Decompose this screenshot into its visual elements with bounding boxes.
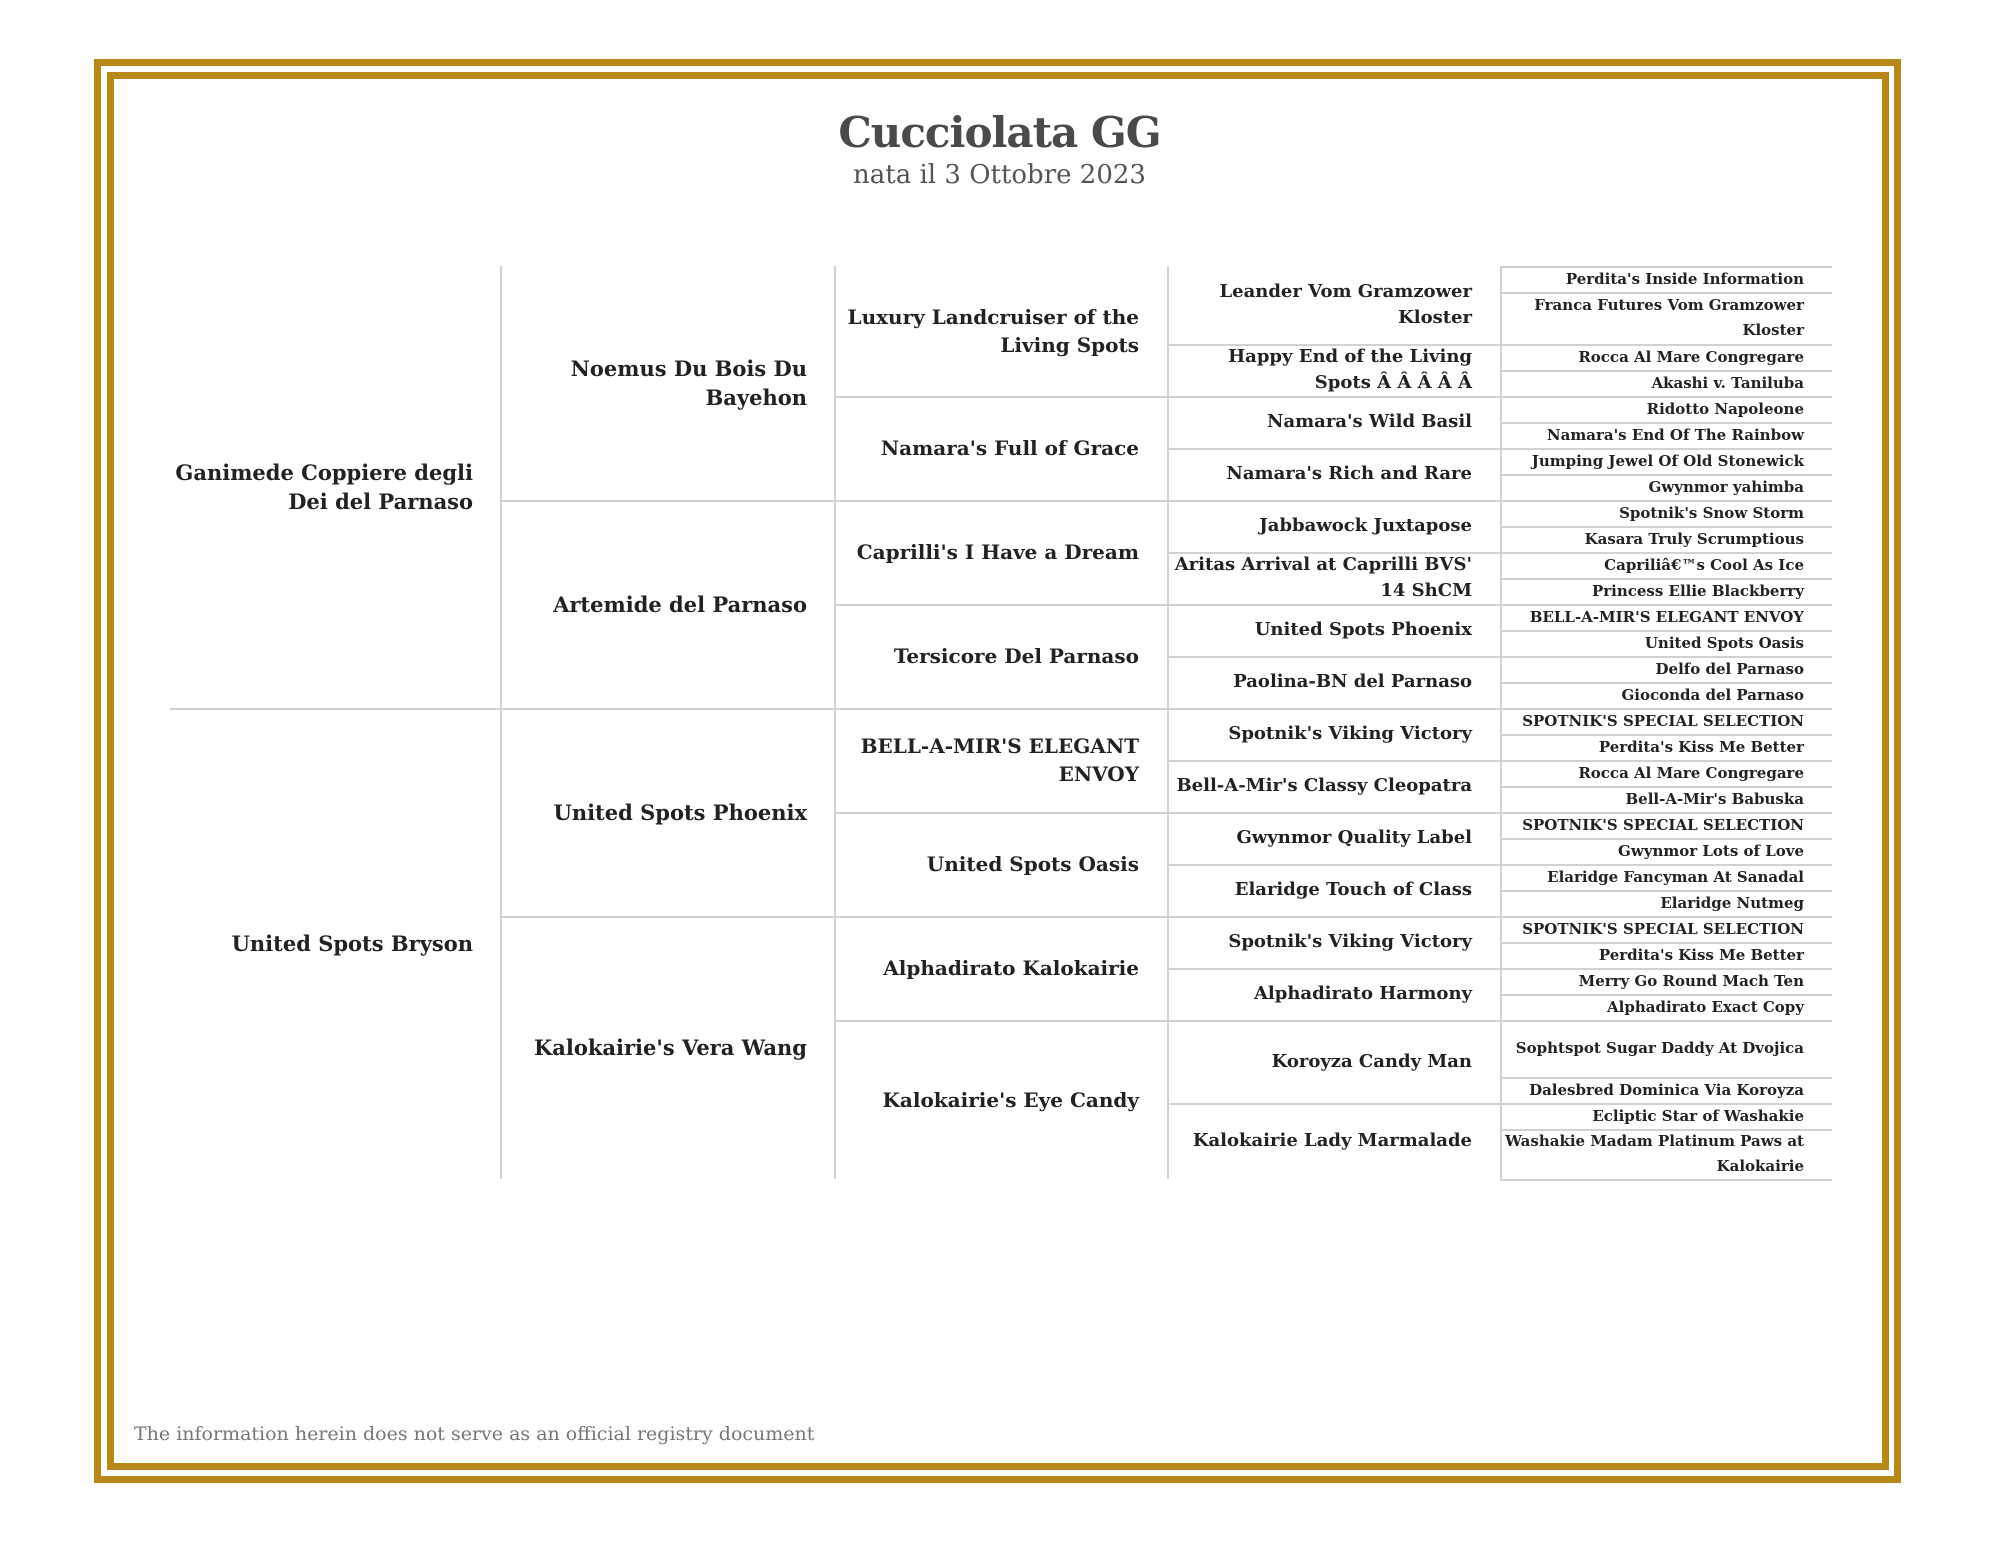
ancestor-name: Artemide del Parnaso [553, 591, 807, 617]
ancestor-gen3 [834, 604, 1167, 708]
ancestor-gen3 [834, 396, 1167, 500]
ancestor-gen4 [1167, 1020, 1500, 1103]
ancestor-name: Alphadirato Kalokairie [883, 956, 1139, 980]
ancestor-gen5 [1500, 656, 1832, 682]
ancestor-gen4 [1167, 1103, 1500, 1179]
ancestor-name: Ecliptic Star of Washakie [1592, 1106, 1804, 1125]
ancestor-gen3 [834, 812, 1167, 916]
ancestor-gen5 [1500, 812, 1832, 838]
ancestor-gen3 [834, 500, 1167, 604]
ancestor-name: Bell-A-Mir's Babuska [1625, 789, 1804, 808]
ancestor-name: Perdita's Kiss Me Better [1598, 737, 1804, 756]
ancestor-name: Sophtspot Sugar Daddy At Dvojica [1515, 1039, 1804, 1057]
ancestor-name: Delfo del Parnaso [1655, 659, 1804, 678]
ancestor-name: Luxury Landcruiser of the Living Spots [847, 305, 1139, 357]
ancestor-gen5 [1500, 266, 1832, 292]
ancestor-name: Washakie Madam Platinum Paws at Kalokairie [1505, 1132, 1804, 1175]
ancestor-name: Gioconda del Parnaso [1621, 685, 1804, 704]
ancestor-name: Ganimede Coppiere degli Dei del Parnaso [175, 460, 473, 514]
ancestor-gen4 [1167, 968, 1500, 1020]
ancestor-name: Namara's End Of The Rainbow [1546, 425, 1804, 444]
ancestor-name: Namara's Rich and Rare [1226, 463, 1472, 484]
ancestor-name: Kalokairie Lady Marmalade [1192, 1130, 1472, 1151]
ancestor-gen5 [1500, 630, 1832, 656]
ancestor-name: Princess Ellie Blackberry [1591, 581, 1804, 600]
ancestor-gen5 [1500, 578, 1832, 604]
ancestor-name: BELL-A-MIR'S ELEGANT ENVOY [1529, 607, 1804, 626]
ancestor-gen5 [1500, 448, 1832, 474]
ancestor-gen5 [1500, 1129, 1832, 1179]
ancestor-name: Perdita's Kiss Me Better [1598, 945, 1804, 964]
ancestor-name: Gwynmor Quality Label [1236, 827, 1472, 848]
ancestor-name: Dalesbred Dominica Via Koroyza [1529, 1080, 1804, 1099]
ancestor-name: SPOTNIK'S SPECIAL SELECTION [1522, 815, 1804, 834]
ancestor-name: Jumping Jewel Of Old Stonewick [1531, 451, 1804, 470]
ancestor-gen3 [834, 266, 1167, 396]
ancestor-gen2 [500, 916, 834, 1179]
ancestor-name: Namara's Full of Grace [880, 436, 1139, 460]
ancestor-gen5 [1500, 370, 1832, 396]
ancestor-gen4 [1167, 812, 1500, 864]
ancestor-gen5 [1500, 1020, 1832, 1077]
page-subtitle: nata il 3 Ottobre 2023 [853, 160, 1146, 190]
page-title: Cucciolata GG [838, 108, 1161, 157]
ancestor-name: Perdita's Inside Information [1565, 269, 1804, 288]
ancestor-name: Spotnik's Viking Victory [1228, 723, 1472, 744]
ancestor-gen2 [500, 708, 834, 916]
ancestor-gen4 [1167, 552, 1500, 604]
ancestor-name: Elaridge Nutmeg [1660, 893, 1804, 912]
ancestor-name: BELL-A-MIR'S ELEGANT ENVOY [860, 734, 1139, 786]
ancestor-gen5 [1500, 292, 1832, 344]
ancestor-name: Gwynmor Lots of Love [1618, 841, 1804, 860]
ancestor-name: Gwynmor yahimba [1648, 477, 1804, 496]
ancestor-name: Alphadirato Harmony [1253, 983, 1472, 1004]
ancestor-gen4 [1167, 708, 1500, 760]
ancestor-gen4 [1167, 760, 1500, 812]
ancestor-gen5 [1500, 890, 1832, 916]
ancestor-name: Rocca Al Mare Congregare [1578, 763, 1804, 782]
ancestor-name: Elaridge Touch of Class [1234, 879, 1472, 900]
ancestor-name: Kasara Truly Scrumptious [1584, 529, 1804, 548]
row-divider [1500, 266, 1832, 268]
ancestor-gen5 [1500, 968, 1832, 994]
ancestor-name: Merry Go Round Mach Ten [1578, 971, 1804, 990]
ancestor-gen5 [1500, 760, 1832, 786]
ancestor-name: United Spots Phoenix [553, 799, 807, 825]
ancestor-name: United Spots Bryson [231, 931, 473, 956]
ancestor-name: Noemus Du Bois Du Bayehon [570, 356, 807, 410]
ancestor-name: Kalokairie's Eye Candy [882, 1087, 1139, 1112]
ancestor-gen3 [834, 916, 1167, 1020]
ancestor-name: United Spots Oasis [1644, 633, 1804, 652]
ancestor-gen5 [1500, 942, 1832, 968]
ancestor-gen5 [1500, 1103, 1832, 1129]
ancestor-name: Tersicore Del Parnaso [893, 644, 1139, 668]
ancestor-gen4 [1167, 344, 1500, 396]
ancestor-gen5 [1500, 786, 1832, 812]
ancestor-name: Paolina-BN del Parnaso [1233, 671, 1472, 692]
row-divider [1500, 1179, 1832, 1181]
ancestor-gen4 [1167, 916, 1500, 968]
ancestor-gen5 [1500, 526, 1832, 552]
ancestor-name: Spotnik's Snow Storm [1619, 503, 1804, 522]
ancestor-gen5 [1500, 422, 1832, 448]
ancestor-name: Bell-A-Mir's Classy Cleopatra [1176, 775, 1472, 796]
ancestor-name: Kalokairie's Vera Wang [534, 1035, 807, 1060]
ancestor-gen4 [1167, 604, 1500, 656]
ancestor-name: Aritas Arrival at Caprilli BVS' 14 ShCM [1174, 554, 1472, 601]
ancestor-gen1 [170, 266, 500, 708]
ancestor-gen4 [1167, 448, 1500, 500]
ancestor-gen4 [1167, 864, 1500, 916]
ancestor-gen5 [1500, 708, 1832, 734]
ancestor-name: Happy End of the Living Spots Â Â Â Â Â [1228, 346, 1472, 393]
ancestor-gen2 [500, 500, 834, 708]
ancestor-gen4 [1167, 396, 1500, 448]
ancestor-name: Leander Vom Gramzower Kloster [1219, 281, 1472, 328]
ancestor-gen3 [834, 1020, 1167, 1179]
ancestor-gen2 [500, 266, 834, 500]
disclaimer-text: The information herein does not serve as an official registry document [134, 1423, 815, 1445]
ancestor-name: Namara's Wild Basil [1267, 411, 1472, 432]
ancestor-gen1 [170, 708, 500, 1179]
ancestor-gen5 [1500, 994, 1832, 1020]
ancestor-name: Caprilli's I Have a Dream [856, 540, 1139, 564]
ancestor-name: Jabbawock Juxtapose [1259, 515, 1472, 536]
ancestor-gen4 [1167, 266, 1500, 344]
ancestor-gen5 [1500, 344, 1832, 370]
ancestor-name: Ridotto Napoleone [1646, 399, 1804, 418]
ancestor-name: United Spots Phoenix [1254, 619, 1472, 640]
ancestor-name: Elaridge Fancyman At Sanadal [1547, 867, 1804, 886]
ancestor-gen5 [1500, 864, 1832, 890]
ancestor-gen5 [1500, 916, 1832, 942]
ancestor-name: Koroyza Candy Man [1271, 1050, 1472, 1072]
ancestor-name: Capriliâ€™s Cool As Ice [1604, 555, 1804, 574]
ancestor-name: SPOTNIK'S SPECIAL SELECTION [1522, 711, 1804, 730]
ancestor-gen4 [1167, 656, 1500, 708]
ancestor-gen3 [834, 708, 1167, 812]
ancestor-gen5 [1500, 500, 1832, 526]
ancestor-gen5 [1500, 838, 1832, 864]
ancestor-name: Alphadirato Exact Copy [1607, 997, 1804, 1016]
ancestor-gen4 [1167, 500, 1500, 552]
ancestor-gen5 [1500, 1077, 1832, 1103]
ancestor-gen5 [1500, 474, 1832, 500]
ancestor-gen5 [1500, 396, 1832, 422]
ancestor-gen5 [1500, 552, 1832, 578]
ancestor-name: SPOTNIK'S SPECIAL SELECTION [1522, 919, 1804, 938]
ancestor-name: Franca Futures Vom Gramzower Kloster [1534, 296, 1804, 339]
ancestor-name: Akashi v. Taniluba [1651, 373, 1804, 392]
ancestor-name: United Spots Oasis [926, 852, 1139, 876]
ancestor-name: Spotnik's Viking Victory [1228, 931, 1472, 952]
ancestor-gen5 [1500, 682, 1832, 708]
ancestor-gen5 [1500, 604, 1832, 630]
ancestor-name: Rocca Al Mare Congregare [1578, 347, 1804, 366]
ancestor-gen5 [1500, 734, 1832, 760]
